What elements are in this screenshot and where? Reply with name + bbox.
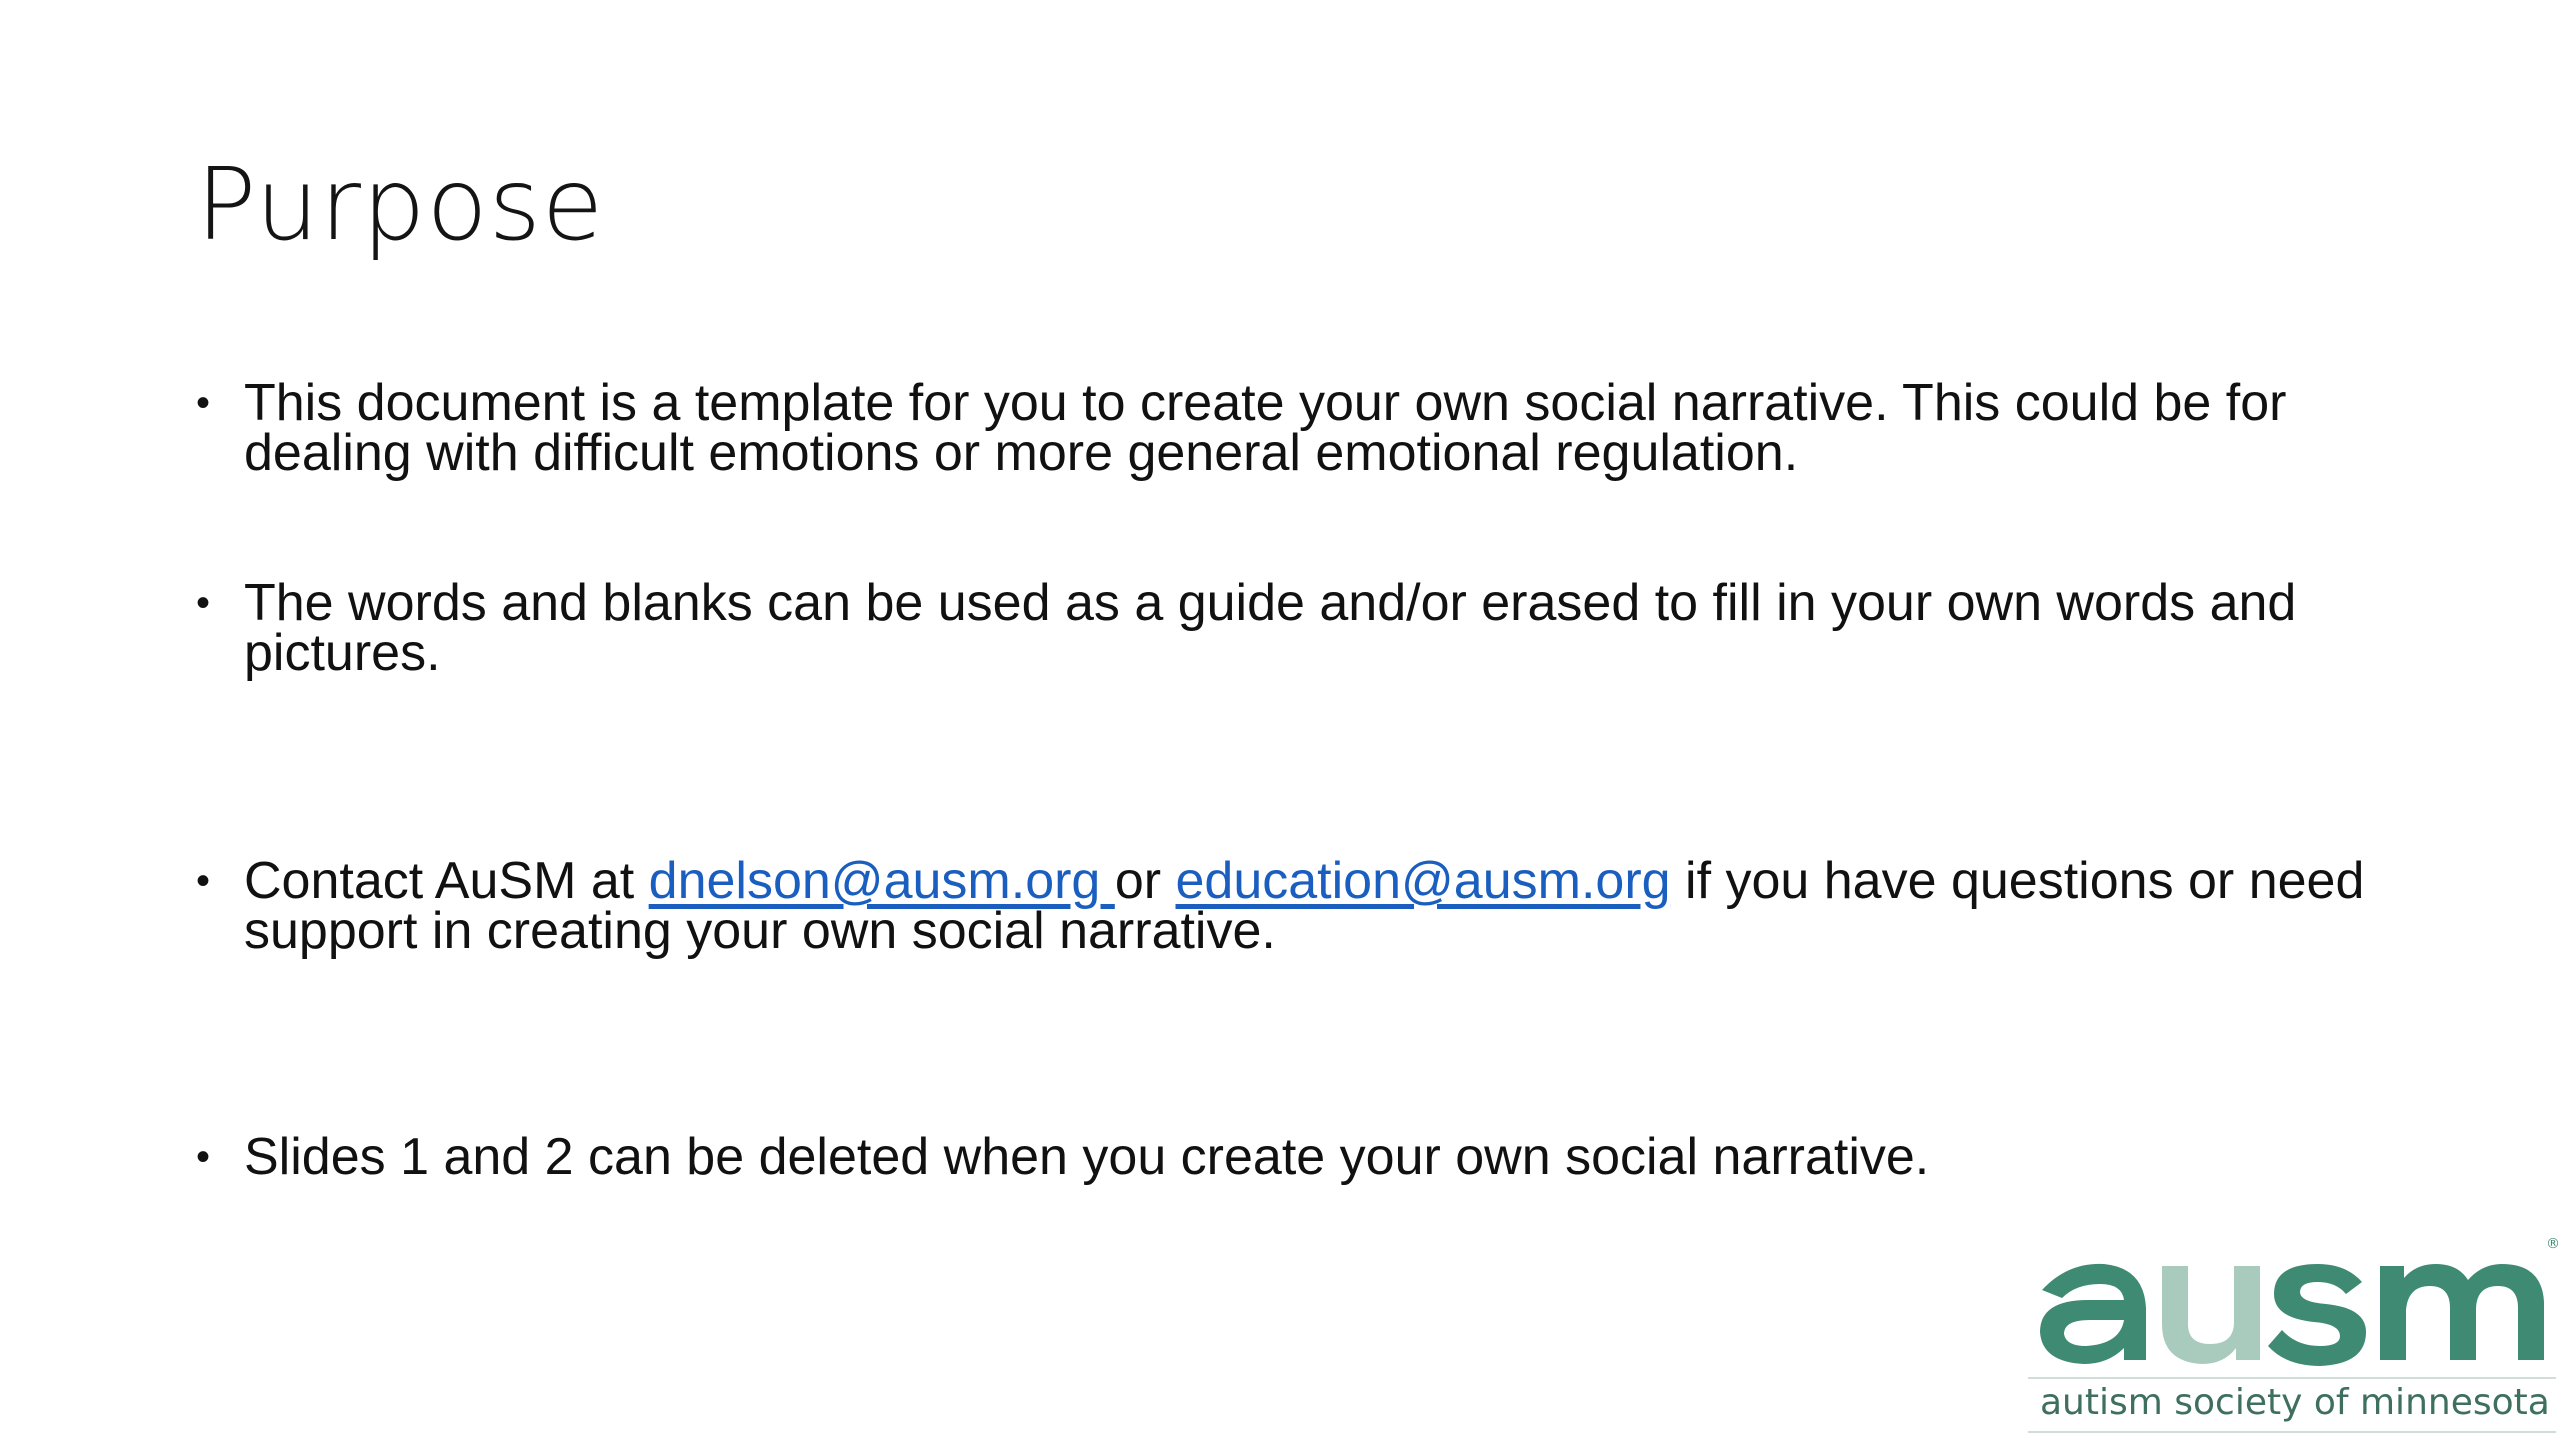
bullet-dot: • — [196, 581, 211, 625]
bullet-item-template — [196, 374, 2376, 482]
bullet-text: The words and blanks can be used as a guide and/or erased to fill in your own words and pictures. — [244, 574, 2297, 682]
contact-prefix: Contact AuSM at — [244, 852, 649, 910]
education-email-link[interactable]: education@ausm.org — [1175, 852, 1671, 910]
contact-suffix: if you have questions or need support in creating your own social narrative. — [244, 852, 2365, 960]
dnelson-email-link[interactable]: dnelson@ausm.org — [648, 852, 1115, 910]
ausm-logo — [2028, 1228, 2560, 1440]
bullet-dot: • — [196, 381, 211, 425]
bullet-item-contact — [196, 852, 2376, 960]
bullet-dot: • — [196, 1135, 211, 1179]
bullet-text: Slides 1 and 2 can be deleted when you create your own social narrative. — [244, 1128, 1930, 1186]
contact-middle: or — [1114, 852, 1176, 910]
bullet-item-guide — [196, 574, 2376, 682]
ausm-tagline: autism society of minnesota — [2040, 1382, 2550, 1423]
bullet-dot: • — [196, 859, 211, 903]
registered-mark: ® — [2546, 1236, 2560, 1252]
slide-title: Purpose — [196, 146, 605, 263]
bullet-item-delete-slides — [196, 1128, 2376, 1186]
bullet-text: This document is a template for you to create your own social narrative. This could be for dealing with difficult emotions or more general emotional regulation. — [244, 374, 2287, 482]
ausm-wordmark — [2040, 1236, 2560, 1366]
bullet-text — [244, 852, 2376, 960]
